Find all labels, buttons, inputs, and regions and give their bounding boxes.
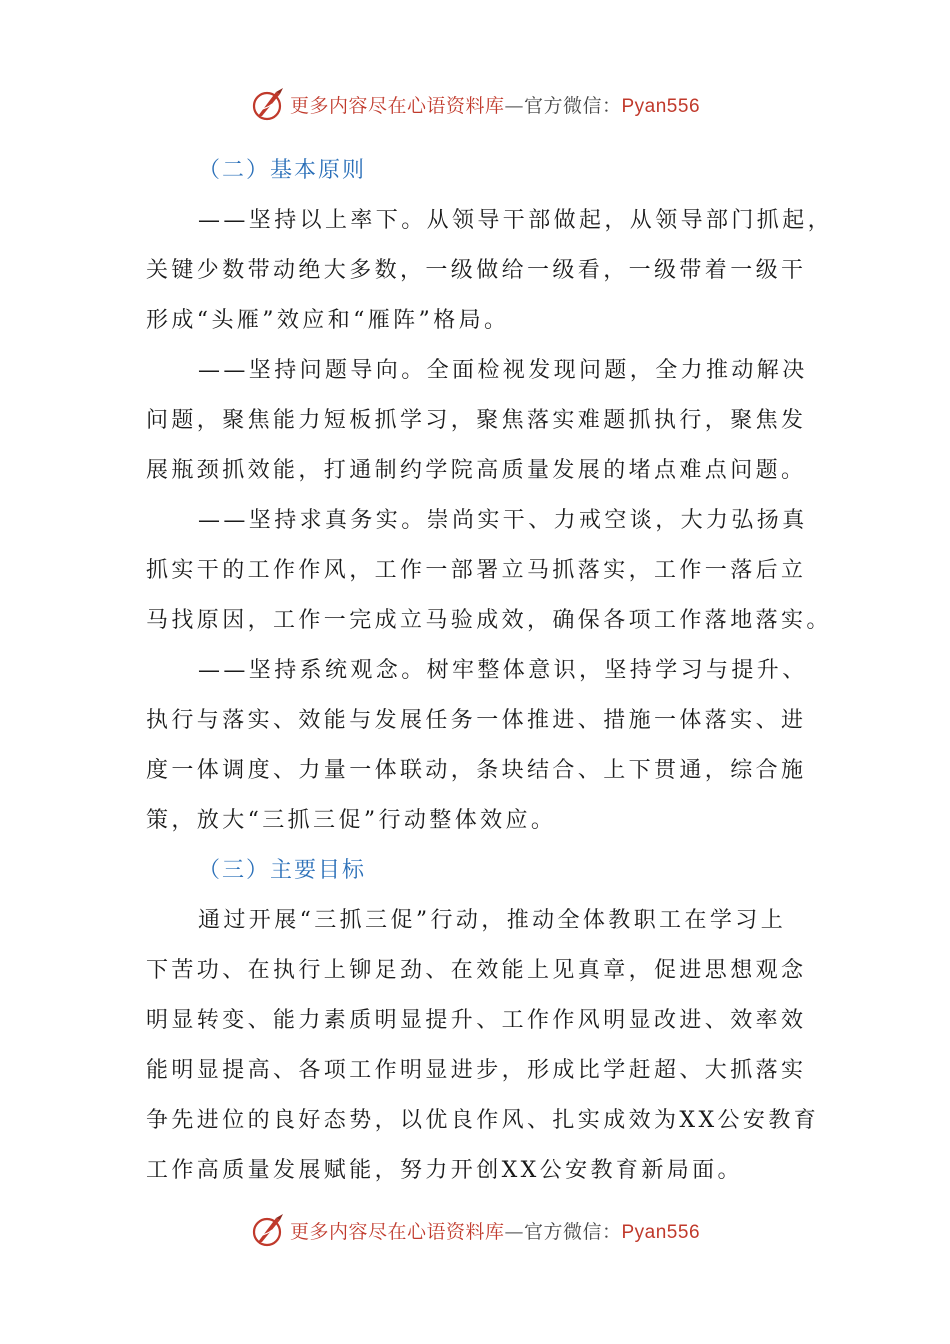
banner-site-name: 更多内容尽在心语资料库 <box>289 94 505 117</box>
paragraph-seek-truth <box>146 496 832 646</box>
banner-dash: — <box>504 1220 524 1243</box>
paragraph-lead-by-example <box>146 196 834 346</box>
text-line: 抓实干的工作作风，工作一部署立马抓落实，工作一落后立 <box>146 558 807 583</box>
text-line: ——坚持以上率下。从领导干部做起，从领导部门抓起， <box>198 208 834 233</box>
text-line: 争先进位的良好态势，以优良作风、扎实成效为XX公安教育 <box>146 1108 820 1133</box>
banner-wechat-id: Pyan556 <box>621 1221 701 1243</box>
text-line: 策，放大“三抓三促”行动整体效应。 <box>146 808 557 833</box>
text-line: ——坚持系统观念。树牢整体意识，坚持学习与提升、 <box>198 658 808 683</box>
header-banner <box>0 82 950 126</box>
text-line: 通过开展“三抓三促”行动，推动全体教职工在学习上 <box>198 908 787 933</box>
text-line: 马找原因，工作一完成立马验成效，确保各项工作落地落实。 <box>146 608 832 633</box>
banner-text <box>290 91 700 118</box>
paragraph-objectives <box>146 896 820 1196</box>
banner-site-name: 更多内容尽在心语资料库 <box>289 1220 505 1243</box>
banner-content <box>250 86 700 122</box>
section-heading-principles: （二）基本原则 <box>198 158 367 183</box>
text-line: 明显转变、能力素质明显提升、工作作风明显改进、效率效 <box>146 1008 807 1033</box>
banner-text <box>290 1217 700 1244</box>
text-line: 形成“头雁”效应和“雁阵”格局。 <box>146 308 510 333</box>
paragraph-problem-oriented <box>146 346 816 496</box>
footer-banner <box>0 1208 950 1252</box>
quill-logo-icon <box>250 86 286 122</box>
paragraph-system-concept <box>146 646 816 846</box>
banner-official-label: 官方微信： <box>523 94 622 117</box>
quill-logo-icon <box>250 1212 286 1248</box>
document-body <box>146 146 834 1196</box>
text-line: 展瓶颈抓效能，打通制约学院高质量发展的堵点难点问题。 <box>146 458 807 483</box>
text-line: 问题，聚焦能力短板抓学习，聚焦落实难题抓执行，聚焦发 <box>146 408 807 433</box>
text-line: ——坚持问题导向。全面检视发现问题，全力推动解决 <box>198 358 808 383</box>
text-line: ——坚持求真务实。崇尚实干、力戒空谈，大力弘扬真 <box>198 508 808 533</box>
banner-official-label: 官方微信： <box>523 1220 622 1243</box>
text-line: 执行与落实、效能与发展任务一体推进、措施一体落实、进 <box>146 708 807 733</box>
banner-content <box>250 1212 700 1248</box>
text-line: 能明显提高、各项工作明显进步，形成比学赶超、大抓落实 <box>146 1058 807 1083</box>
banner-wechat-id: Pyan556 <box>621 95 701 117</box>
text-line: 下苦功、在执行上铆足劲、在效能上见真章，促进思想观念 <box>146 958 807 983</box>
text-line: 工作高质量发展赋能，努力开创XX公安教育新局面。 <box>146 1158 743 1183</box>
text-line: 关键少数带动绝大多数，一级做给一级看，一级带着一级干 <box>146 258 807 283</box>
section-heading-objectives: （三）主要目标 <box>198 858 367 883</box>
banner-dash: — <box>504 94 524 117</box>
text-line: 度一体调度、力量一体联动，条块结合、上下贯通，综合施 <box>146 758 807 783</box>
